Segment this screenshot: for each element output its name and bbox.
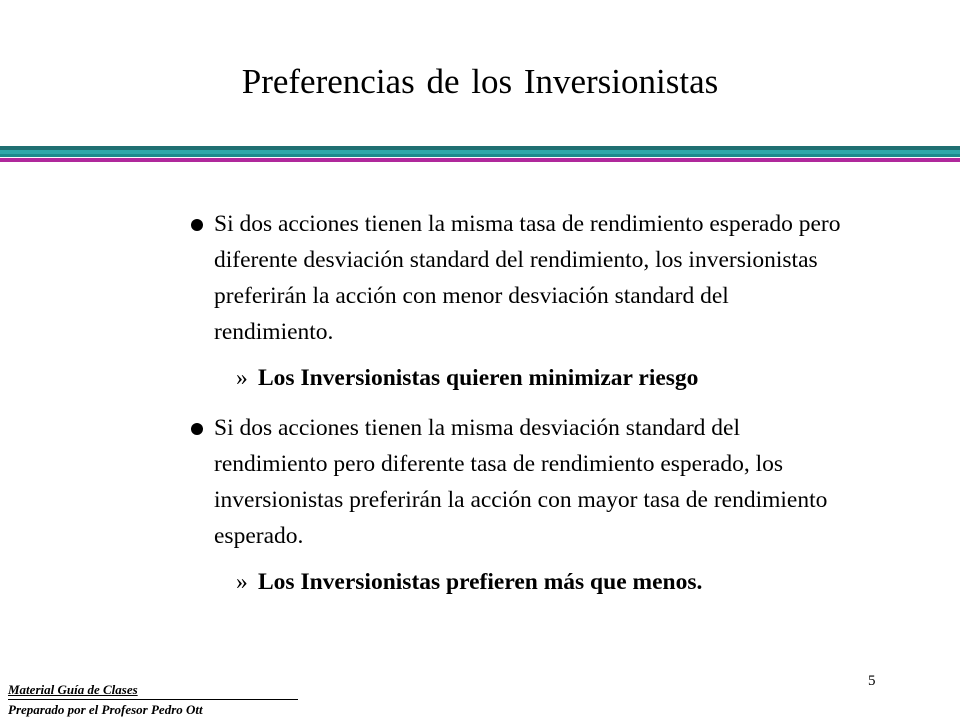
divider-stripe-magenta xyxy=(0,158,960,162)
footer-author-label: Preparado por el Profesor Pedro Ott xyxy=(8,702,203,717)
divider-stripe-mid-teal xyxy=(0,154,960,157)
bullet-text: Si dos acciones tienen la misma tasa de rendimiento esperado pero diferente desviación standard del rendimiento, los inversionistas preferirán la acción con menor desviación standard del rendimiento. xyxy=(214,211,841,345)
sub-bullet-item xyxy=(188,360,848,396)
page-number: 5 xyxy=(868,673,876,689)
slide-title: Preferencias de los Inversionistas xyxy=(241,62,719,101)
slide-footer xyxy=(8,680,298,719)
header-divider xyxy=(0,146,960,166)
sub-bullet-item xyxy=(188,564,848,600)
footer-course-label: Material Guía de Clases xyxy=(8,680,298,700)
slide-body xyxy=(188,206,848,614)
sub-bullet-marker: » xyxy=(236,365,248,391)
bullet-item xyxy=(188,206,848,350)
bullet-dot-icon xyxy=(191,219,203,231)
bullet-text: Si dos acciones tienen la misma desviación standard del rendimiento pero diferente tasa de rendimiento esperado, los inversionistas preferirán la acción con mayor tasa de rendimiento esperado. xyxy=(214,415,828,549)
bullet-item xyxy=(188,410,848,554)
bullet-dot-icon xyxy=(191,423,203,435)
sub-bullet-text: Los Inversionistas prefieren más que menos. xyxy=(258,569,703,595)
sub-bullet-text: Los Inversionistas quieren minimizar riesgo xyxy=(258,365,699,391)
sub-bullet-marker: » xyxy=(236,569,248,595)
